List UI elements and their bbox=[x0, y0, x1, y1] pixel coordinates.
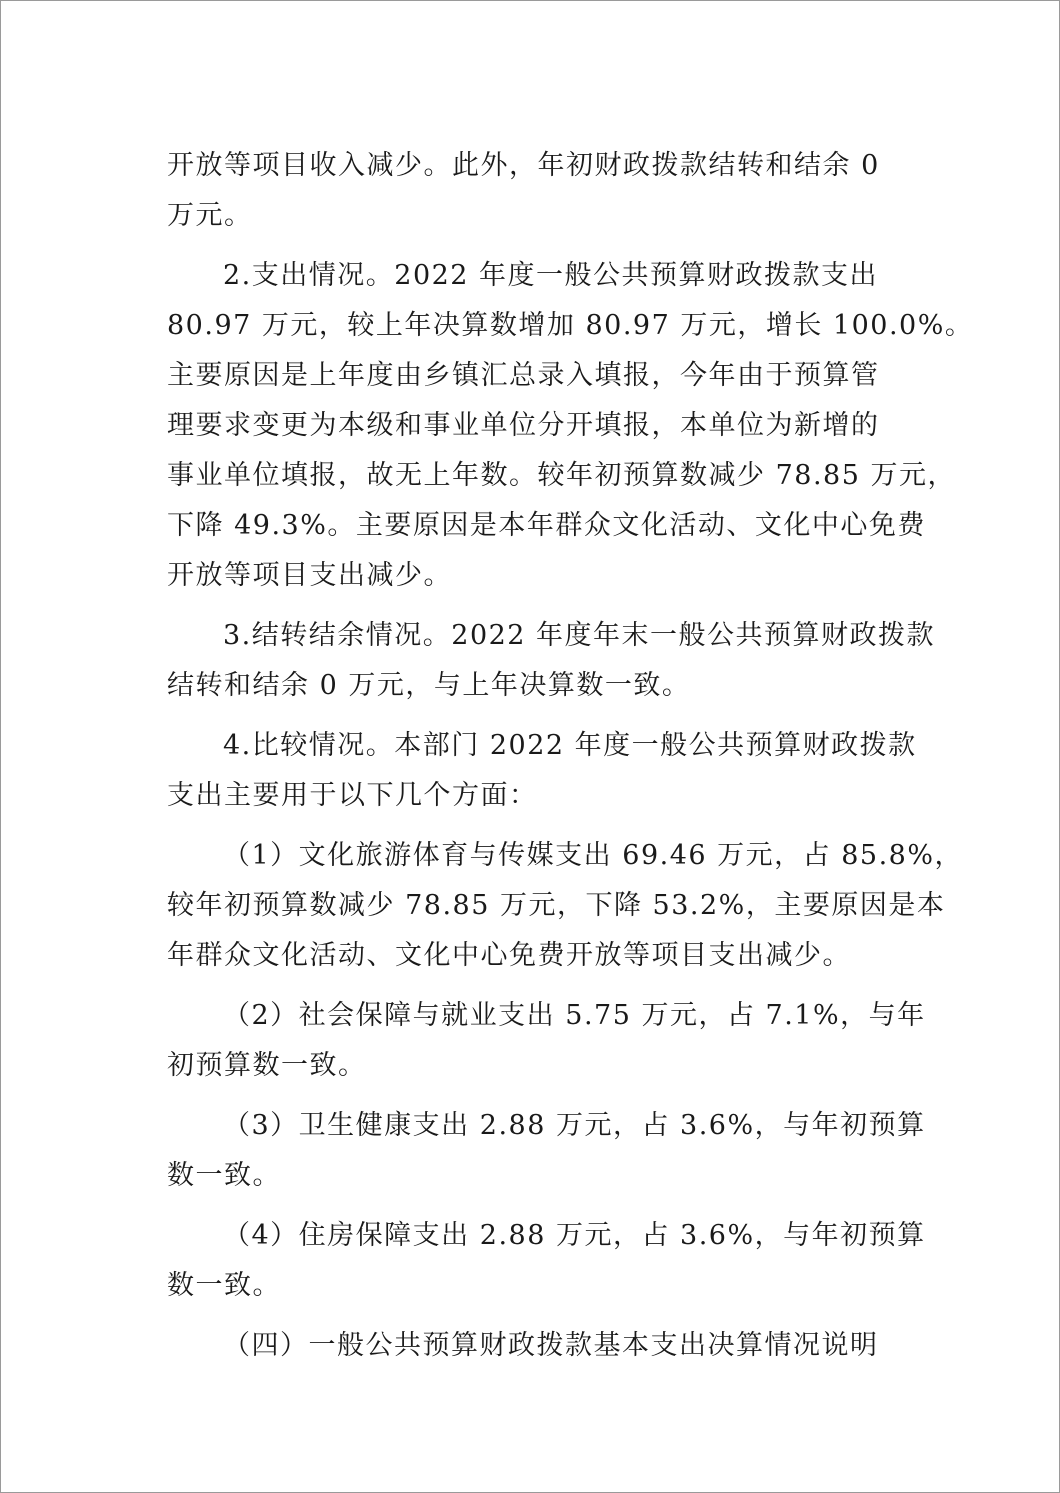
text-line: （1）文化旅游体育与传媒支出 69.46 万元，占 85.8%， bbox=[223, 840, 963, 871]
text-line: 较年初预算数减少 78.85 万元，下降 53.2%，主要原因是本 bbox=[167, 890, 946, 921]
paragraph-carryover bbox=[167, 611, 936, 711]
text-line: 开放等项目支出减少。 bbox=[167, 560, 452, 591]
text-line: （4）住房保障支出 2.88 万元，占 3.6%，与年初预算 bbox=[223, 1220, 926, 1251]
text-line: 结转和结余 0 万元，与上年决算数一致。 bbox=[167, 670, 691, 701]
text-line: 初预算数一致。 bbox=[167, 1050, 367, 1081]
text-line: 数一致。 bbox=[167, 1270, 281, 1301]
heading-text: （四）一般公共预算财政拨款基本支出决算情况说明 bbox=[223, 1330, 879, 1361]
text-line: 支出主要用于以下几个方面： bbox=[167, 780, 538, 811]
text-line: 数一致。 bbox=[167, 1160, 281, 1191]
text-line: 年群众文化活动、文化中心免费开放等项目支出减少。 bbox=[167, 940, 851, 971]
text-line: 80.97 万元，较上年决算数增加 80.97 万元，增长 100.0%。 bbox=[167, 310, 974, 341]
text-line: （2）社会保障与就业支出 5.75 万元，占 7.1%，与年 bbox=[223, 1000, 926, 1031]
text-line: 事业单位填报，故无上年数。较年初预算数减少 78.85 万元， bbox=[167, 460, 956, 491]
paragraph-item-culture bbox=[167, 831, 963, 981]
paragraph-expenditure bbox=[167, 251, 974, 601]
text-line: 3.结转结余情况。2022 年度年末一般公共预算财政拨款 bbox=[223, 620, 936, 651]
text-line: 4.比较情况。本部门 2022 年度一般公共预算财政拨款 bbox=[223, 730, 917, 761]
section-heading bbox=[167, 1321, 917, 1371]
text-line: （3）卫生健康支出 2.88 万元，占 3.6%，与年初预算 bbox=[223, 1110, 926, 1141]
document-body bbox=[167, 141, 974, 1371]
text-line: 2.支出情况。2022 年度一般公共预算财政拨款支出 bbox=[223, 260, 879, 291]
paragraph-comparison bbox=[167, 721, 917, 821]
paragraph-item-health bbox=[167, 1101, 926, 1201]
paragraph-item-social-security bbox=[167, 991, 926, 1091]
text-line: 万元。 bbox=[167, 200, 253, 231]
text-line: 理要求变更为本级和事业单位分开填报，本单位为新增的 bbox=[167, 410, 880, 441]
text-line: 下降 49.3%。主要原因是本年群众文化活动、文化中心免费 bbox=[167, 510, 926, 541]
text-line: 主要原因是上年度由乡镇汇总录入填报，今年由于预算管 bbox=[167, 360, 880, 391]
paragraph-income-continued bbox=[167, 141, 917, 241]
text-line: 开放等项目收入减少。此外，年初财政拨款结转和结余 0 bbox=[167, 150, 880, 181]
paragraph-item-housing bbox=[167, 1211, 926, 1311]
